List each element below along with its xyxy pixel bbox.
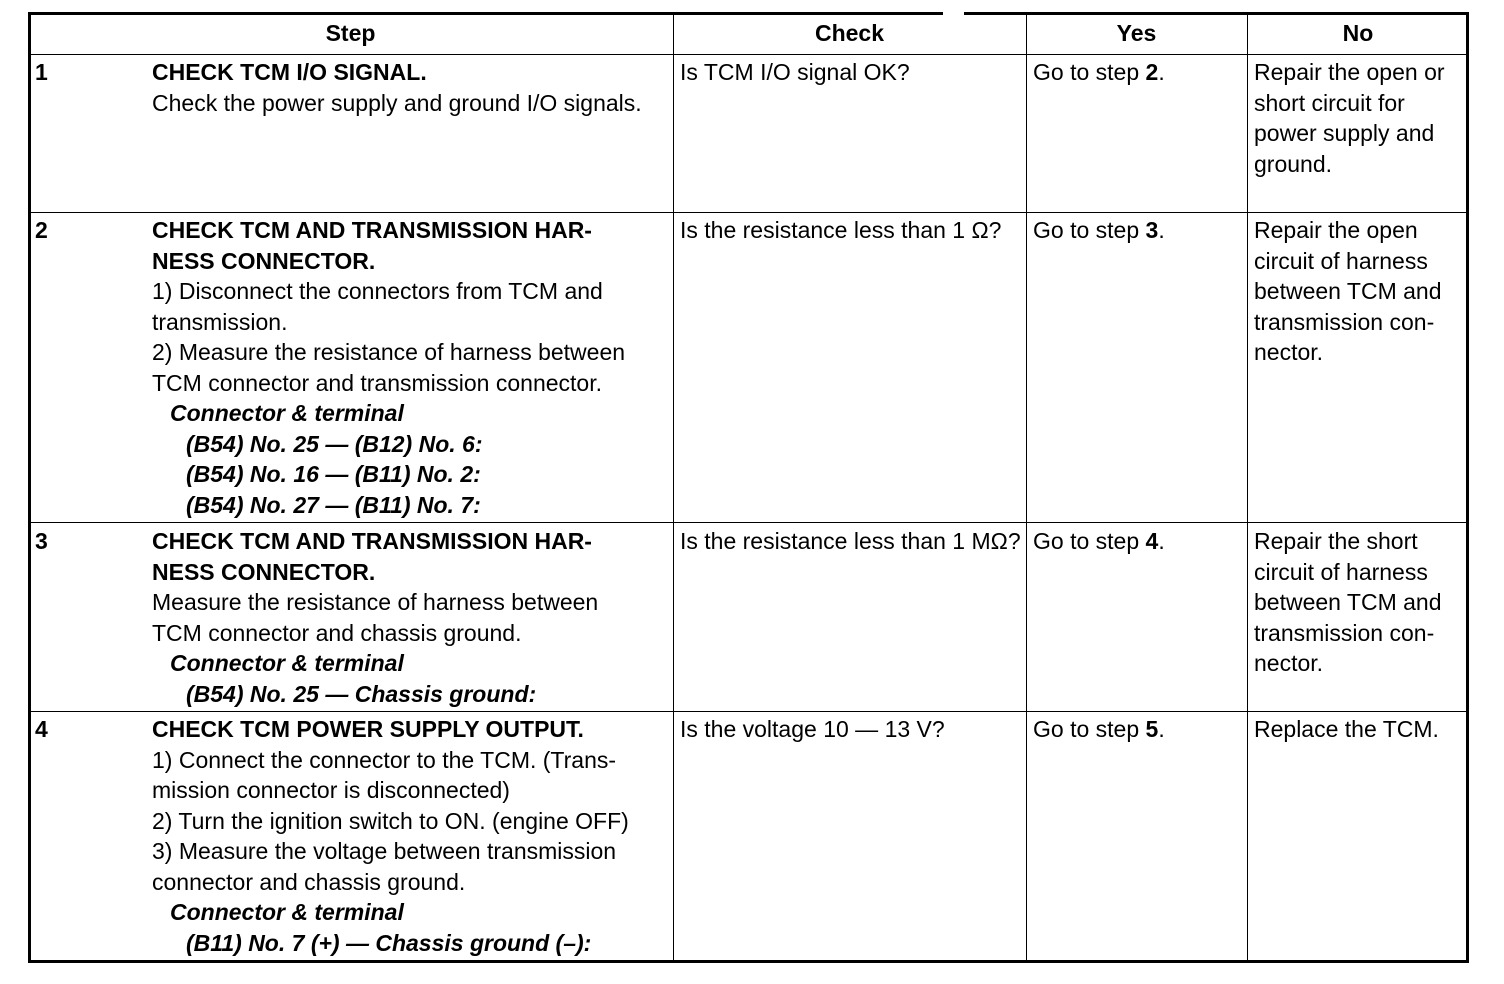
no-action [1254,714,1439,745]
yes-step-link: 4 [1145,528,1159,554]
no-action-line: Repair the short [1254,528,1418,554]
step-number: 1 [35,59,48,85]
step-instruction: 3) Measure the voltage between transmission [152,838,617,864]
step-instruction: 2) Measure the resistance of harness between [152,339,626,365]
no-action-line: short circuit for [1254,89,1405,116]
yes-step-link: 2 [1145,59,1159,85]
column-divider [1026,12,1027,963]
step-instruction: connector and chassis ground. [152,868,466,895]
step-instruction: mission connector is disconnected) [152,777,510,803]
yes-action [1033,526,1165,557]
step-title: NESS CONNECTOR. [152,247,376,274]
column-divider [673,12,674,963]
no-action [1254,526,1442,679]
step-description [152,714,629,958]
step-instruction: TCM connector and transmission connector. [152,369,602,396]
step-number: 2 [35,217,48,243]
no-action-line: transmission con- [1254,619,1435,646]
check-question: Is the voltage 10 — 13 V? [680,716,945,742]
step-title: CHECK TCM AND TRANSMISSION HAR- [152,528,592,554]
step-instruction: 1) Connect the connector to the TCM. (Trans- [152,746,617,773]
yes-text: Go to step [1033,59,1146,85]
step-description [152,215,625,520]
yes-action [1033,215,1165,246]
step-instruction: Check the power supply and ground I/O signals. [152,89,642,116]
row-divider [28,54,1469,55]
step-number: 4 [35,716,48,742]
row-divider [28,711,1469,712]
no-action [1254,215,1442,368]
check-question: Is the resistance less than 1 Ω? [680,217,1002,243]
no-action-line: Repair the open [1254,217,1418,243]
no-action-line: ground. [1254,150,1333,177]
yes-step-link: 3 [1145,217,1159,243]
yes-step-link: 5 [1145,716,1159,742]
header-no: No [1342,20,1374,46]
no-action-line: nector. [1254,339,1324,365]
step-description [152,57,642,118]
step-instruction: Measure the resistance of harness between [152,589,599,615]
column-divider [1247,12,1248,963]
yes-action [1033,714,1165,745]
no-action [1254,57,1445,179]
step-number: 3 [35,528,48,554]
header-yes: Yes [1116,20,1157,46]
yes-text-end: . [1158,217,1165,243]
yes-text: Go to step [1033,217,1146,243]
no-action-line: Replace the TCM. [1254,716,1439,742]
yes-text: Go to step [1033,528,1146,554]
no-action-line: Repair the open or [1254,59,1445,85]
connector-terminal-spec: (B11) No. 7 (+) — Chassis ground (–): [186,929,592,956]
step-title: CHECK TCM AND TRANSMISSION HAR- [152,217,592,243]
step-title: CHECK TCM I/O SIGNAL. [152,59,427,85]
no-action-line: transmission con- [1254,308,1435,335]
yes-text: Go to step [1033,716,1146,742]
row-divider [28,212,1469,213]
step-instruction: TCM connector and chassis ground. [152,619,522,646]
step-instruction: transmission. [152,308,288,335]
row-divider [28,522,1469,523]
connector-terminal-spec: (B54) No. 16 — (B11) No. 2: [186,461,481,487]
step-title: NESS CONNECTOR. [152,558,376,585]
header-step: Step [325,20,376,46]
check-question: Is TCM I/O signal OK? [680,59,910,85]
connector-terminal-spec: (B54) No. 27 — (B11) No. 7: [186,491,481,518]
connector-terminal-spec: (B54) No. 25 — Chassis ground: [186,680,537,707]
step-title: CHECK TCM POWER SUPPLY OUTPUT. [152,716,584,742]
step-instruction: 1) Disconnect the connectors from TCM and [152,278,603,304]
no-action-line: nector. [1254,650,1324,676]
no-action-line: between TCM and [1254,278,1442,304]
step-instruction: 2) Turn the ignition switch to ON. (engine OFF) [152,807,629,834]
connector-terminal-label: Connector & terminal [170,899,404,925]
yes-text-end: . [1158,716,1165,742]
no-action-line: power supply and [1254,120,1435,146]
no-action-line: circuit of harness [1254,247,1428,274]
connector-terminal-label: Connector & terminal [170,400,404,426]
yes-text-end: . [1158,528,1165,554]
connector-terminal-spec: (B54) No. 25 — (B12) No. 6: [186,430,483,457]
yes-text-end: . [1158,59,1165,85]
step-description [152,526,598,709]
check-question: Is the resistance less than 1 MΩ? [680,528,1021,554]
no-action-line: between TCM and [1254,589,1442,615]
connector-terminal-label: Connector & terminal [170,650,404,676]
header-check: Check [814,20,885,46]
yes-action [1033,57,1165,88]
no-action-line: circuit of harness [1254,558,1428,585]
